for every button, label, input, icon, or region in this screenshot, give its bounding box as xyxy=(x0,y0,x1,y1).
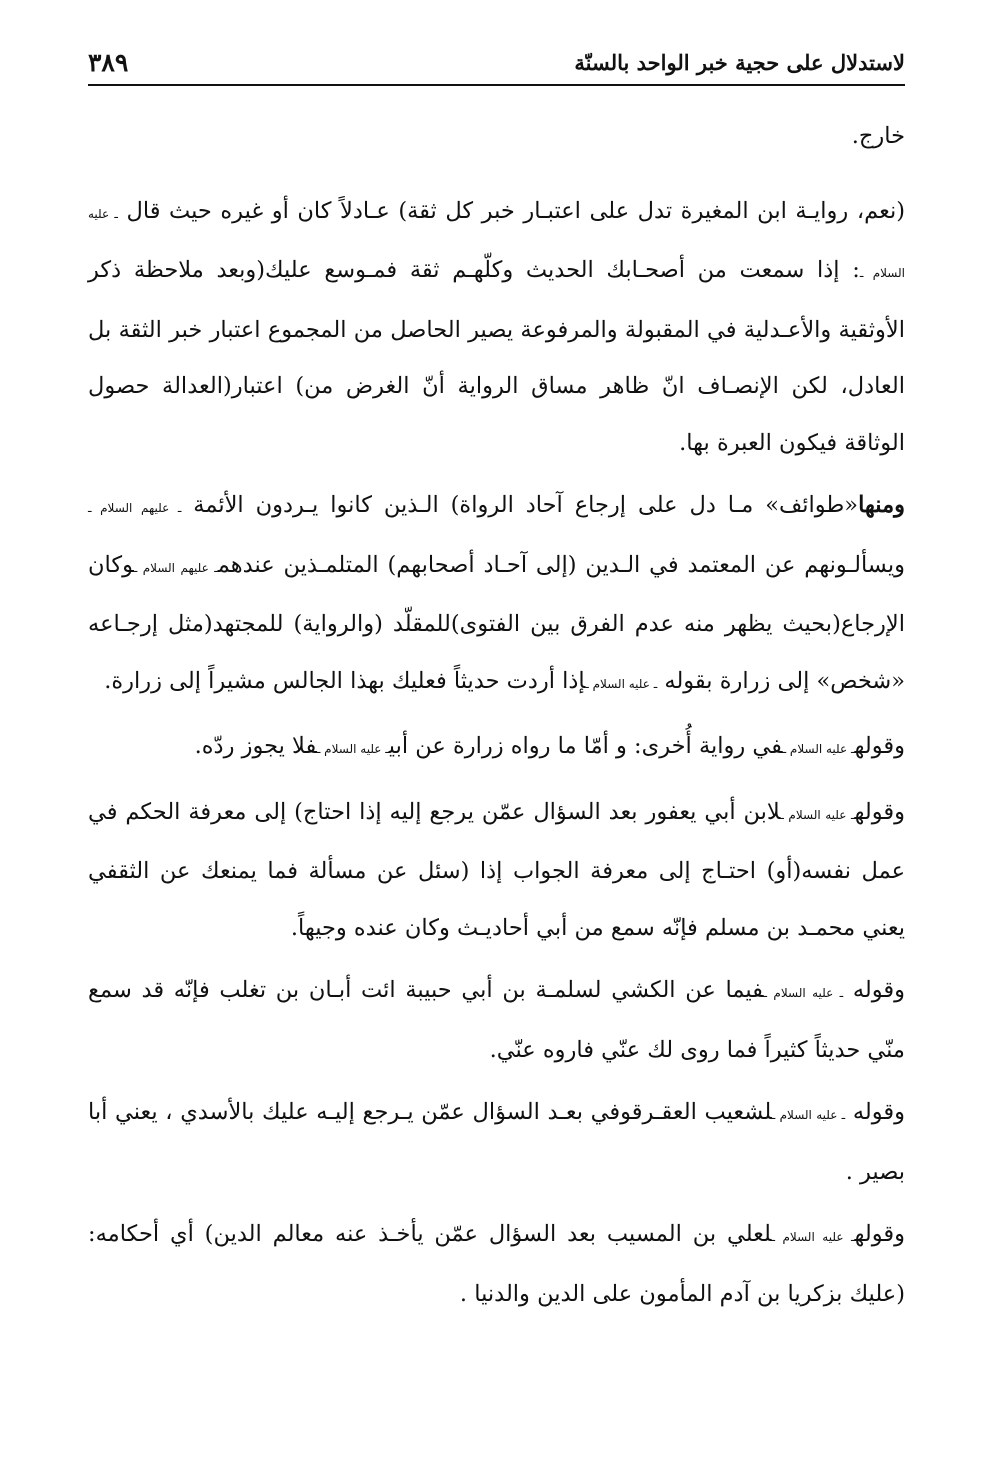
paragraph-7-text-a: وقوله xyxy=(845,1099,905,1125)
paragraph-5 xyxy=(88,784,905,957)
body-text xyxy=(88,108,905,1322)
honorific-plural: ـ عليهم السلام ـ xyxy=(133,560,218,575)
page-header xyxy=(88,40,905,86)
paragraph-7-text-b: لشعيب العقـرقوفي بعـد السؤال عمّن يـرجع إليـه عليك بالأسدي ، يعني أبا بصير . xyxy=(88,1099,905,1185)
paragraph-4-text-c: فلا يجوز ردّه. xyxy=(194,733,317,759)
paragraph-1 xyxy=(88,108,905,165)
honorific-plural: ـ عليهم السلام ـ xyxy=(88,501,182,515)
honorific: ـ عليه السلام ـ xyxy=(771,1230,855,1244)
paragraph-3-text-d: إذا أردت حديثاً فعليك بهذا الجالس مشيراً إلى زرارة. xyxy=(104,667,586,694)
paragraph-2 xyxy=(88,183,905,472)
honorific: ـ عليه السلام ـ xyxy=(88,206,905,280)
paragraph-4-text-b: في رواية أُخرى: و أمّا ما رواه زرارة عن أبي xyxy=(388,733,783,759)
paragraph-3-text-a: «طوائف» مـا دل على إرجاع آحاد الرواة) الـذين كانوا يـردون الأئمة xyxy=(181,492,859,518)
page-number: ٣٨٩ xyxy=(88,47,129,77)
paragraph-3-text-c: وكان الإرجاع(بحيث يظهر منه عدم الفرق بين الفتوى)للمقلّد (والرواية) للمجتهد(مثل إرجـاعه «شخص» إلى زرارة بقوله xyxy=(88,551,905,694)
paragraph-3 xyxy=(88,477,905,712)
paragraph-6 xyxy=(88,962,905,1078)
honorific: ـ عليه السلام ـ xyxy=(771,1108,846,1122)
paragraph-2-text-b: : إذا سمعت من أصحـابك الحديث وكلّهـم ثقة فمـوسع عليك(وبعد ملاحظة ذكر الأوثقية والأعـدلية في المقبولة والمرفوعة يصير الحاصل من المجموع اعتبار خبر الثقة بل العادل، لكن الإنصـاف انّ ظاهر مساق الرواية أنّ الغرض من) اعتبار(العدالة حصول الوثاقة فيكون العبرة بها. xyxy=(88,257,905,456)
honorific: ـ عليه السلام ـ xyxy=(316,742,389,756)
paragraph-8-text-a: وقوله xyxy=(854,1221,905,1247)
paragraph-2-text-a: (نعم، روايـة ابن المغيرة تدل على اعتبـار خبر كل ثقة) عـادلاً كان أو غيره حيث قال xyxy=(117,197,905,224)
honorific: ـ عليه السلام ـ xyxy=(780,807,855,822)
paragraph-3-lead: ومنها xyxy=(858,492,906,518)
paragraph-8-text-b: لعلي بن المسيب بعد السؤال عمّن يأخـذ عنه معالم الدين) أي أحكامه:(عليك بزكريا بن آدم المأمون على الدين والدنيا . xyxy=(88,1221,905,1307)
paragraph-7 xyxy=(88,1084,905,1200)
paragraph-8 xyxy=(88,1206,905,1322)
paragraph-5-text-b: لابن أبي يعفور بعد السؤال عمّن يرجع إليه إذا احتاج) إلى معرفة الحكم في عمل نفسه(أو) احتـاج إلى معرفة الجواب إذا (سئل عن مسألة فما يمنعك عن الثقفي يعني محمـد بن مسلم فإنّه سمع من أبي أحاديـث وكان عنده وجيهاً. xyxy=(88,798,905,941)
paragraph-4 xyxy=(88,718,905,778)
paragraph-6-text-a: وقوله xyxy=(843,977,906,1003)
honorific: ـ عليه السلام ـ xyxy=(763,986,844,1000)
paragraph-5-text-a: وقوله xyxy=(854,798,905,825)
paragraph-gap xyxy=(88,165,905,183)
paragraph-1-text: خارج. xyxy=(851,123,905,149)
paragraph-6-text-b: فيما عن الكشي لسلمـة بن أبي حبيبة ائت أبـان بن تغلب فإنّه قد سمع منّي حديثاً كثيراً فما روى لك عنّي فاروه عنّي. xyxy=(88,977,905,1063)
paragraph-4-text-a: وقوله xyxy=(854,733,905,759)
running-title: لاستدلال على حجية خبر الواحد بالسنّة xyxy=(574,49,905,75)
honorific: ـ عليه السلام ـ xyxy=(782,742,855,756)
honorific: ـ عليه السلام ـ xyxy=(585,676,658,691)
paragraph-3-text-b: ويسألـونهم عن المعتمد في الـدين (إلى آحـاد أصحابهم) المتلمـذين عندهم xyxy=(217,551,906,578)
